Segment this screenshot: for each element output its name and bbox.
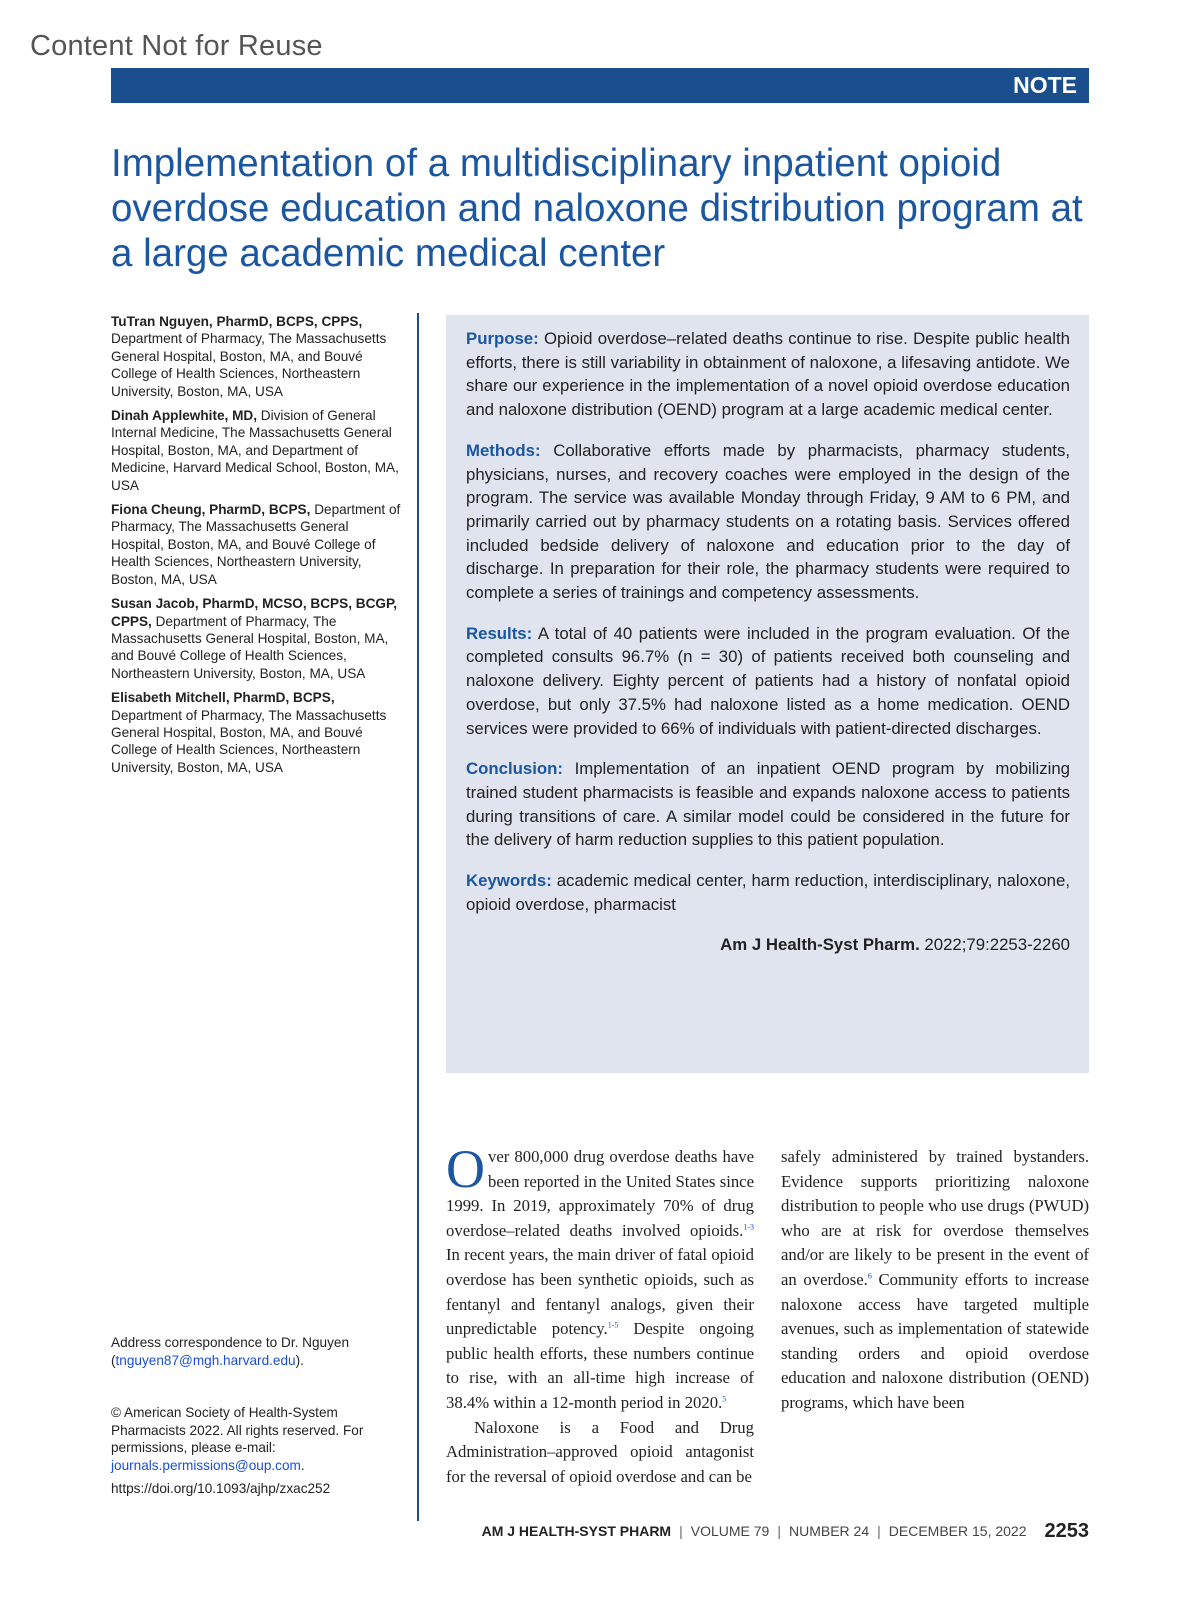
abstract-text: Opioid overdose–related deaths continue to rise. Despite public health efforts, there is still variability in obtainment of naloxone, a lifesaving antidote. We share our experience in the implementation of a novel opioid overdose education and naloxone distribution (OEND) program at a large academic medical center. (466, 329, 1070, 420)
abstract-heading: Methods: (466, 440, 541, 460)
author-affiliation: Department of Pharmacy, The Massachusetts General Hospital, Boston, MA, and Bouvé College of Health Sciences, Northeastern University, Boston, MA, USA (111, 707, 387, 775)
body-word (1003, 1147, 1014, 1166)
abstract-heading: Purpose: (466, 329, 539, 348)
author-affiliations (111, 313, 401, 783)
body-word: orders (858, 1343, 900, 1363)
body-word (1010, 1172, 1028, 1191)
body-word: Naloxone (474, 1417, 539, 1437)
body-text-segment: ver 800,000 drug overdose deaths have been reported in the United States since 1999. In 2019, approximately 70% of drug overdose–related deaths involved opioids. (446, 1147, 754, 1240)
body-word: antagonist (685, 1442, 755, 1462)
body-word: which (852, 1392, 894, 1412)
correspondence-close: ). (295, 1352, 304, 1368)
body-word: Community (878, 1269, 959, 1289)
author-entry (111, 595, 401, 682)
body-paragraph-continued (781, 1145, 1089, 1416)
body-word (599, 1418, 620, 1437)
body-word (821, 1147, 832, 1166)
reference-link[interactable]: 5 (722, 1394, 727, 1404)
abstract-heading: Results: (466, 623, 533, 643)
abstract-heading: Keywords: (466, 871, 552, 891)
body-column-1 (446, 1139, 755, 1489)
section-label-bar (111, 68, 1089, 103)
abstract-text: A total of 40 patients were included in the program evaluation. Of the completed consults 96.7% (n = 30) of patients received both counseling and naloxone delivery. Eighty percent of patients had a history of nonfatal opioid overdose, but only 37.5% had naloxone listed as a home medication. OEND services were provided to 66% of individuals with patient-directed discharges. (466, 623, 1070, 738)
body-word: (PWUD) (1028, 1196, 1090, 1216)
body-text-segment: In recent years, the main driver of fatal opioid overdose has been synthetic opioids, such as fentanyl and fentanyl analogs, given their unpredictable potency. (446, 1245, 754, 1339)
author-name: Elisabeth Mitchell, PharmD, BCPS, (111, 690, 335, 706)
author-affiliation: Department of Pharmacy, The Massachusetts General Hospital, Boston, MA, and Bouvé College of Health Sciences, Northeastern University, Boston, MA, USA (111, 502, 401, 587)
column-divider (417, 313, 419, 1521)
reference-link[interactable]: 1-5 (607, 1320, 619, 1330)
body-paragraph (446, 1139, 754, 1416)
citation-journal: Am J Health-Syst Pharm. (720, 935, 920, 955)
body-word: targeted (964, 1294, 1018, 1314)
body-word: can (708, 1466, 732, 1486)
body-word: is (559, 1417, 571, 1437)
body-word: trained (956, 1147, 1003, 1166)
author-entry (111, 407, 401, 494)
body-word: distribution (948, 1368, 1026, 1388)
footer-separator: | (777, 1523, 781, 1539)
body-word (1004, 1221, 1015, 1240)
body-word: who (928, 1196, 957, 1216)
body-word: reversal (494, 1466, 548, 1486)
body-word: a (591, 1417, 599, 1437)
body-word (865, 1221, 876, 1240)
body-word (1008, 1344, 1029, 1363)
body-word: be (736, 1466, 752, 1486)
body-word: the (469, 1466, 491, 1486)
abstract-results (466, 622, 1070, 741)
author-name: TuTran Nguyen, PharmD, BCPS, CPPS, (111, 314, 363, 329)
body-word: overdose (1028, 1343, 1090, 1363)
body-word: use (961, 1196, 984, 1216)
page-number: 2253 (1044, 1520, 1089, 1542)
body-word: of (1007, 1319, 1022, 1339)
body-word: opioid (965, 1343, 1009, 1363)
copyright-line (111, 1404, 411, 1474)
body-word: prioritizing (935, 1171, 1011, 1191)
author-name: Fiona Cheung, PharmD, BCPS, (111, 502, 311, 518)
body-word: increase (1034, 1269, 1090, 1289)
body-word: Drug (719, 1417, 754, 1437)
body-word (901, 1295, 917, 1314)
doi-link[interactable]: https://doi.org/10.1093/ajhp/zxac252 (111, 1481, 331, 1496)
footer-volume: VOLUME 79 (690, 1523, 770, 1539)
body-word: Administration–approved (446, 1442, 618, 1462)
body-word (901, 1221, 912, 1240)
body-word (838, 1344, 859, 1363)
author-name: Dinah Applewhite, MD, (111, 408, 258, 424)
article-title: Implementation of a multidisciplinary inpatient opioid overdose education and naloxone distribution program at a large academic medical center (111, 142, 1083, 275)
body-word: supports (860, 1171, 918, 1191)
body-word: event (1033, 1245, 1070, 1265)
body-word: (OEND) (1031, 1368, 1090, 1388)
copyright-end: . (300, 1457, 305, 1473)
author-name: Susan Jacob, PharmD, MCSO, BCPS, BCGP, CPPS, (111, 596, 398, 629)
body-word: avenues, (781, 1319, 839, 1339)
correspondence-text: Address correspondence to Dr. Nguyen ( (111, 1335, 350, 1368)
body-word (945, 1344, 966, 1363)
body-word: safely (781, 1147, 821, 1166)
correspondence-note (111, 1334, 411, 1369)
body-word: who (781, 1220, 810, 1240)
body-word: naloxone (781, 1294, 843, 1314)
author-entry (111, 313, 401, 400)
body-word: have (916, 1294, 949, 1314)
reference-link[interactable]: 1-3 (743, 1222, 754, 1232)
body-word: drugs (987, 1196, 1025, 1216)
body-word (699, 1418, 720, 1437)
footer-separator: | (679, 1523, 683, 1539)
watermark: Content Not for Reuse (30, 30, 323, 62)
body-word: for (446, 1466, 466, 1486)
body-word (900, 1344, 921, 1363)
body-word (918, 1147, 929, 1166)
body-word: Evidence (781, 1171, 844, 1191)
abstract-text: Collaborative efforts made by pharmacists, pharmacy students, physicians, nurses, and recovery coaches were employed in the design of the program. The service was available Monday through Friday, 9 AM to 6 PM, and primarily carried out by pharmacy students on a rotating basis. Services offered included bedside delivery of naloxone and education prior to the day of discharge. In preparation for their role, the pharmacy students were required to complete a series of trainings and competency assessments. (466, 440, 1070, 603)
body-paragraph (446, 1416, 754, 1490)
copyright-note (111, 1404, 411, 1504)
abstract-text: Implementation of an inpatient OEND program by mobilizing trained student pharmacists is feasible and expands naloxone access to patients during transitions of care. A similar model could be considered in the future for the delivery of harm reduction supplies to this patient population. (466, 759, 1070, 850)
body-word: and (674, 1417, 699, 1437)
author-entry (111, 689, 401, 776)
body-word: are (828, 1245, 850, 1265)
body-word: been (933, 1392, 965, 1412)
body-word (917, 1172, 935, 1191)
body-word: opioid (569, 1466, 612, 1486)
body-word: are (821, 1220, 842, 1240)
abstract-methods (466, 439, 1070, 605)
body-word: efforts (964, 1269, 1009, 1289)
body-word: Food (619, 1417, 655, 1437)
footer-date: DECEMBER 15, 2022 (888, 1523, 1027, 1539)
body-word: of (1075, 1245, 1090, 1265)
body-word: risk (876, 1220, 902, 1240)
body-word (945, 1147, 956, 1166)
body-word: administered (831, 1147, 918, 1166)
author-entry (111, 501, 401, 588)
body-word (843, 1172, 861, 1191)
abstract-keywords (466, 869, 1070, 916)
body-word: themselves (1014, 1220, 1090, 1240)
body-word: to (862, 1196, 876, 1216)
body-word: overdose (616, 1466, 677, 1486)
citation-details: 2022;79:2253-2260 (924, 935, 1070, 955)
body-word (842, 1295, 858, 1314)
body-word: at (852, 1220, 865, 1240)
body-word: overdose. (803, 1269, 868, 1289)
body-word: by (928, 1147, 946, 1166)
abstract-box (446, 315, 1089, 1073)
permissions-email-link[interactable]: journals.permissions@oup.com (111, 1457, 301, 1473)
footer-separator: | (877, 1523, 881, 1539)
body-text-segment: Despite ongoing public health efforts, these numbers continue to rise, with an all-time high increase of 38.4% within a 12-month period in 2020. (446, 1319, 754, 1412)
body-word: naloxone (881, 1368, 943, 1388)
author-affiliation: Division of General Internal Medicine, The Massachusetts General Hospital, Boston, MA, and Department of Medicine, Harvard Medical School, Boston, MA, USA (111, 408, 399, 493)
body-word: to (897, 1245, 911, 1265)
body-word: likely (854, 1245, 893, 1265)
body-word (673, 1442, 686, 1461)
body-word: in (990, 1245, 1004, 1265)
body-word: the (1008, 1245, 1029, 1265)
body-word: statewide (1025, 1319, 1090, 1339)
body-word (841, 1221, 852, 1240)
body-word: standing (781, 1343, 838, 1363)
footer-number: NUMBER 24 (788, 1523, 870, 1539)
body-word: multiple (1033, 1294, 1089, 1314)
copyright-text: © American Society of Health-System Pharmacists 2022. All rights reserved. For permissions, please e-mail: (111, 1405, 364, 1455)
body-word: naloxone (1027, 1171, 1090, 1191)
abstract-conclusion (466, 757, 1070, 852)
body-word: people (879, 1196, 924, 1216)
body-word: and (680, 1466, 705, 1486)
body-word (810, 1221, 821, 1240)
page-footer (111, 1520, 1089, 1546)
body-word: for (912, 1220, 932, 1240)
body-word (1008, 1270, 1015, 1289)
body-word: have (897, 1392, 929, 1412)
body-word (539, 1418, 560, 1437)
body-word: implementation (897, 1319, 1003, 1339)
body-word (948, 1295, 964, 1314)
abstract-text: academic medical center, harm reduction, interdisciplinary, naloxone, opioid overdose, pharmacist (466, 871, 1070, 914)
abstract-purpose (466, 327, 1070, 422)
body-column-2 (781, 1145, 1089, 1416)
body-word: education (781, 1368, 846, 1388)
body-word: distribution (781, 1196, 858, 1216)
body-word: programs, (781, 1392, 849, 1412)
footer-journal: AM J HEALTH-SYST PHARM (481, 1523, 672, 1539)
body-word (1017, 1295, 1033, 1314)
body-word: opioid (630, 1442, 673, 1462)
body-word: such (843, 1319, 875, 1339)
body-word: to (1014, 1269, 1028, 1289)
author-affiliation: Department of Pharmacy, The Massachusetts General Hospital, Boston, MA, and Bouvé College of Health Sciences, Northeastern University, Boston, MA, USA (111, 331, 387, 399)
body-word (571, 1418, 592, 1437)
section-label: NOTE (1013, 72, 1077, 98)
body-word: bystanders. (1013, 1147, 1090, 1166)
body-word: access (858, 1294, 901, 1314)
author-affiliation: Department of Pharmacy, The Massachusetts General Hospital, Boston, MA, and Bouvé College of Health Sciences, Northeastern University, Boston, MA, USA (111, 613, 389, 681)
body-word: overdose (943, 1220, 1004, 1240)
abstract-heading: Conclusion: (466, 759, 563, 779)
body-word: of (551, 1466, 566, 1486)
correspondence-email-link[interactable]: tnguyen87@mgh.harvard.edu (115, 1352, 296, 1368)
body-word: present (936, 1245, 985, 1265)
body-word (932, 1221, 943, 1240)
body-word (617, 1442, 630, 1461)
reference-link[interactable]: 6 (867, 1271, 872, 1281)
body-word: be (915, 1245, 932, 1265)
body-word: and (851, 1368, 876, 1388)
body-word (958, 1270, 965, 1289)
body-word: as (879, 1319, 893, 1339)
article-citation (466, 933, 1070, 957)
body-word: and (920, 1343, 945, 1363)
drop-cap: O (446, 1139, 485, 1199)
body-word: and/or (781, 1245, 824, 1265)
body-word: an (781, 1269, 797, 1289)
body-word (654, 1418, 675, 1437)
